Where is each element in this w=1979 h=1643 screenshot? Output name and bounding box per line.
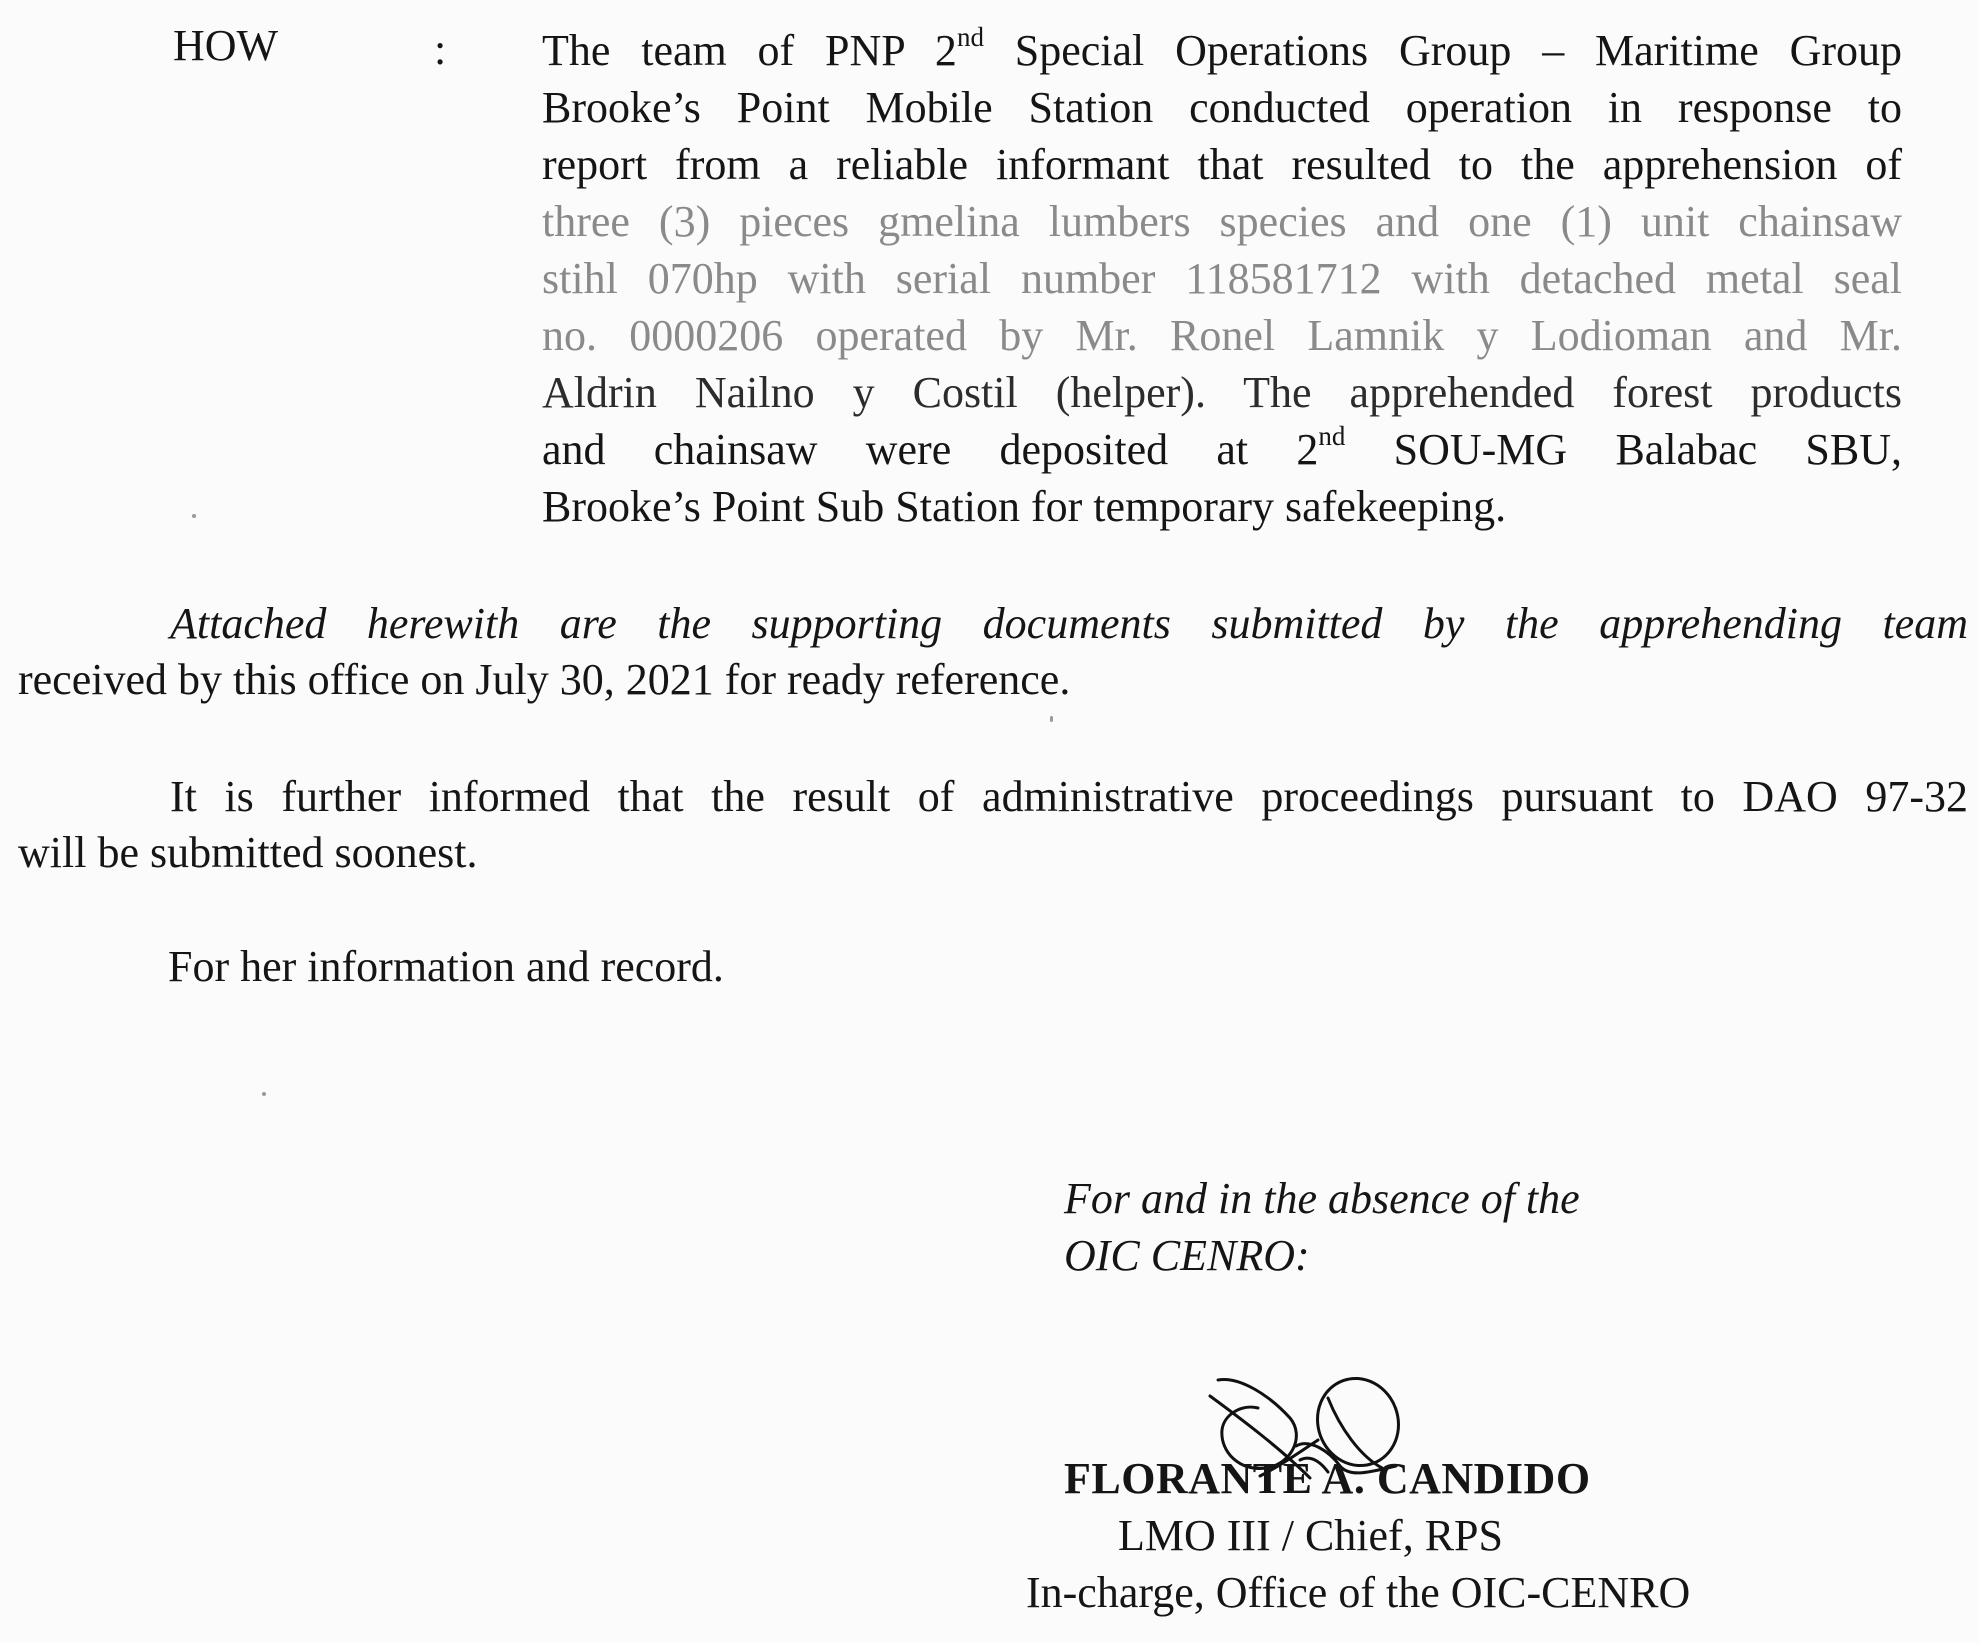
closing-block <box>1064 1170 1580 1284</box>
scan-speck <box>1050 716 1053 722</box>
how-line <box>542 22 1902 79</box>
text-run: and chainsaw were deposited at 2 <box>542 425 1319 474</box>
how-line: no. 0000206 operated by Mr. Ronel Lamnik y Lodioman and Mr. <box>542 311 1902 360</box>
how-line: Brooke’s Point Sub Station for temporary safekeeping. <box>542 482 1507 531</box>
text-run: SOU-MG Balabac SBU, <box>1345 425 1902 474</box>
paragraph-further <box>18 769 1968 881</box>
signer-office: In-charge, Office of the OIC-CENRO <box>1026 1568 1691 1617</box>
scan-speck <box>192 514 196 518</box>
paragraph-line: will be submitted soonest. <box>18 828 478 877</box>
how-line: Brooke’s Point Mobile Station conducted operation in response to <box>542 83 1902 132</box>
how-line: Aldrin Nailno y Costil (helper). The apprehended forest products <box>542 368 1902 417</box>
how-colon: : <box>434 25 447 74</box>
paragraph-info <box>18 939 1968 995</box>
text-run: Special Operations Group – Maritime Group <box>983 26 1903 75</box>
paragraph-line: Attached herewith are the supporting documents submitted by the apprehending team <box>170 599 1968 648</box>
text-run: The team of PNP 2 <box>542 26 957 75</box>
closing-line: For and in the absence of the <box>1064 1174 1580 1223</box>
superscript: nd <box>1318 421 1346 451</box>
paragraph-line: received by this office on July 30, 2021 for ready reference. <box>18 655 1071 704</box>
signer-name: FLORANTE A. CANDIDO <box>1064 1454 1591 1503</box>
paragraph-line: For her information and record. <box>168 942 724 991</box>
how-paragraph <box>542 22 1902 535</box>
paragraph-attached <box>18 596 1968 708</box>
closing-line: OIC CENRO: <box>1064 1231 1310 1280</box>
scan-speck <box>262 1092 266 1096</box>
how-line: report from a reliable informant that resulted to the apprehension of <box>542 140 1902 189</box>
paragraph-line: It is further informed that the result of administrative proceedings pursuant to DAO 97-32 <box>170 772 1968 821</box>
how-line: stihl 070hp with serial number 118581712 with detached metal seal <box>542 254 1902 303</box>
how-line <box>542 421 1902 478</box>
signer-position: LMO III / Chief, RPS <box>1118 1511 1503 1560</box>
how-line: three (3) pieces gmelina lumbers species and one (1) unit chainsaw <box>542 197 1902 246</box>
superscript: nd <box>956 22 984 52</box>
how-label: HOW <box>173 21 279 70</box>
signer-block <box>1020 1450 1840 1621</box>
